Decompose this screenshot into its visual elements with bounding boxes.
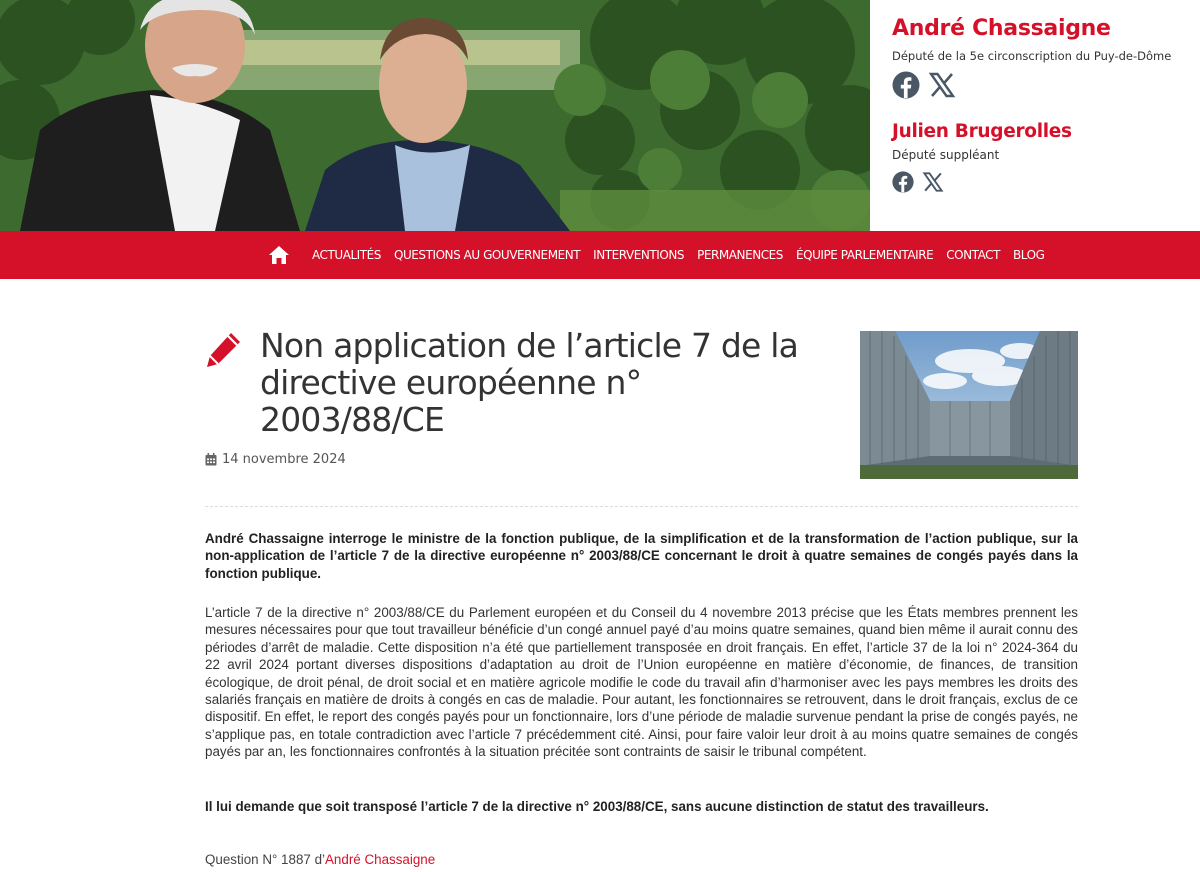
nav-item-equipe-parlementaire[interactable]: ÉQUIPE PARLEMENTAIRE [795,248,934,262]
substitute-role: Député suppléant [892,148,1000,162]
article-featured-image[interactable] [860,331,1078,479]
hero-banner-photo [0,0,870,231]
nav-item-interventions[interactable]: INTERVENTIONS [593,248,685,262]
pencil-icon [204,329,244,369]
deputy-name[interactable]: André Chassaigne [892,16,1111,41]
nav-menu [268,231,1057,279]
article-intro: André Chassaigne interroge le ministre de la fonction publique, de la simplification et de la transformation de l’action publique, sur la non-application de l’article 7 de la directive européenne n° 2003/88/CE concernant le droit à quatre semaines de congés payés dans la fonction publique. [205,531,1078,581]
x-icon[interactable] [922,171,944,193]
main-navigation [0,231,1200,279]
calendar-icon [205,453,217,466]
facebook-icon[interactable] [892,171,914,193]
question-author-link[interactable]: André Chassaigne [325,852,436,867]
nav-item-questions-au-gouvernement[interactable]: QUESTIONS AU GOUVERNEMENT [393,248,581,262]
nav-item-actualites[interactable]: ACTUALITÉS [312,248,381,262]
article-title: Non application de l’article 7 de la directive européenne n° 2003/88/CE [260,326,799,439]
deputies-photo [0,0,870,231]
question-number: Question N° 1887 d’ [205,852,325,867]
question-reference [205,852,435,867]
substitute-social-links [892,171,944,193]
article-body: L’article 7 de la directive n° 2003/88/CE du Parlement européen et du Conseil du 4 novembre 2013 précise que les États membres prennent les mesures nécessaires pour que tout travailleur bénéficie d’un congé annuel payé d’au moins quatre semaines, quand bien même il aurait connu des périodes d’arrêt de maladie. Cette disposition n’a été que partiellement transposée en droit français. En effet, l’article 37 de la loi n° 2024-364 du 22 avril 2024 portant diverses dispositions d’adaptation au droit de l’Union européenne en matière d’économie, de finances, de transition écologique, de droit pénal, de droit social et en matière agricole modifie le code du travail afin d’harmoniser avec les pays membres les droits des salariés français en matière de droits à congés en cas de maladie. Pour autant, les fonctionnaires se retrouvent, dans le droit français, exclus de ce dispositif. En effet, le report des congés payés pour un fonctionnaire, lors d’une période de maladie survenue pendant la prise de congés payés, ne s’applique pas, en totale contradiction avec l’article 7 précédemment cité. Ainsi, pour faire valoir leur droit à au moins quatre semaines de congés payés par an, les fonctionnaires confrontés à la situation précitée sont contraints de saisir le tribunal compétent. [205,605,1078,760]
article-date-text: 14 novembre 2024 [222,452,346,467]
article-closing: Il lui demande que soit transposé l’article 7 de la directive n° 2003/88/CE, sans aucune distinction de statut des travailleurs. [205,799,989,814]
berlaymont-building-image [860,331,1078,479]
article-divider [205,506,1078,507]
deputies-info-panel [870,0,1200,231]
site-header [0,0,1200,231]
nav-item-home[interactable] [268,245,290,265]
substitute-name[interactable]: Julien Brugerolles [892,121,1072,142]
nav-item-contact[interactable]: CONTACT [946,248,1000,262]
nav-item-permanences[interactable]: PERMANENCES [697,248,783,262]
article-date [205,452,346,467]
home-icon[interactable] [268,245,290,265]
facebook-icon[interactable] [892,71,920,99]
deputy-social-links [892,71,956,99]
x-icon[interactable] [928,71,956,99]
deputy-role: Député de la 5e circonscription du Puy-de-Dôme [892,49,1172,63]
nav-item-blog[interactable]: BLOG [1012,248,1045,262]
